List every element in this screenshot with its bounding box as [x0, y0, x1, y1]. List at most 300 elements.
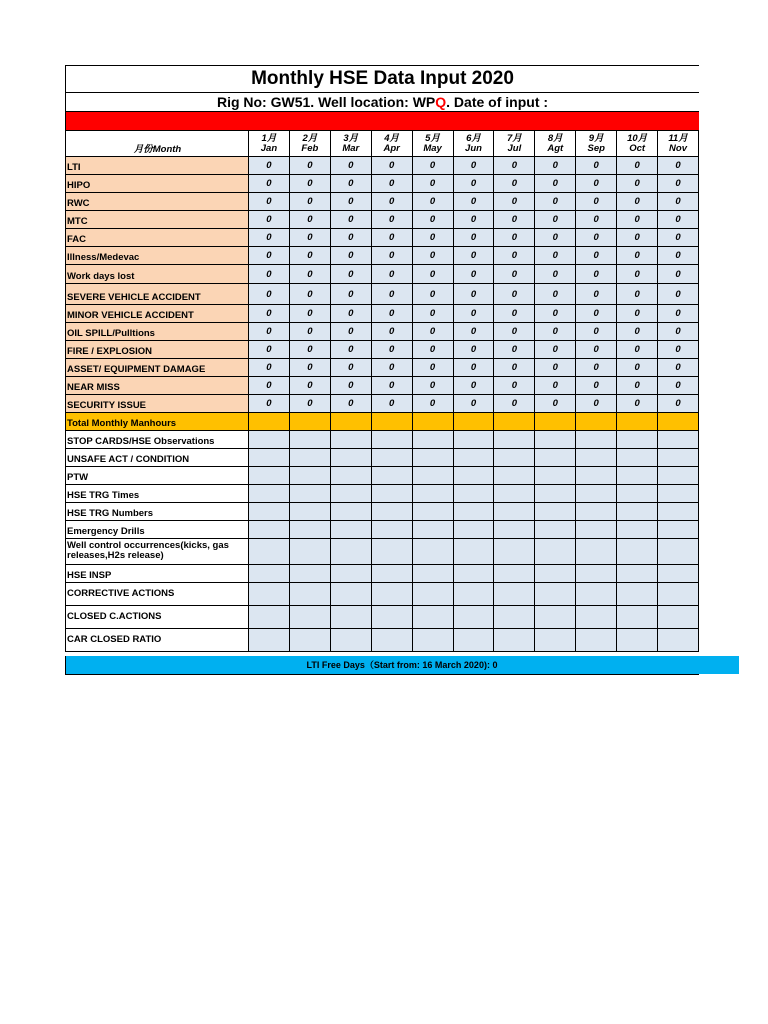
data-cell[interactable]: [453, 606, 494, 629]
data-cell[interactable]: 0: [453, 175, 494, 193]
data-cell[interactable]: 0: [576, 265, 617, 284]
data-cell[interactable]: 0: [658, 157, 699, 175]
data-cell[interactable]: [412, 431, 453, 449]
data-cell[interactable]: [494, 606, 535, 629]
data-cell[interactable]: 0: [249, 265, 290, 284]
data-cell[interactable]: 0: [412, 229, 453, 247]
data-cell[interactable]: [658, 431, 699, 449]
data-cell[interactable]: [453, 413, 494, 431]
data-cell[interactable]: [249, 449, 290, 467]
data-cell[interactable]: 0: [330, 175, 371, 193]
data-cell[interactable]: 0: [494, 175, 535, 193]
data-cell[interactable]: [371, 503, 412, 521]
data-cell[interactable]: [617, 413, 658, 431]
data-cell[interactable]: 0: [617, 377, 658, 395]
data-cell[interactable]: 0: [494, 323, 535, 341]
data-cell[interactable]: 0: [658, 229, 699, 247]
data-cell[interactable]: 0: [453, 157, 494, 175]
data-cell[interactable]: [453, 629, 494, 652]
data-cell[interactable]: 0: [289, 395, 330, 413]
data-cell[interactable]: [658, 449, 699, 467]
data-cell[interactable]: [249, 503, 290, 521]
data-cell[interactable]: 0: [535, 265, 576, 284]
data-cell[interactable]: [249, 565, 290, 583]
data-cell[interactable]: 0: [330, 229, 371, 247]
data-cell[interactable]: 0: [371, 395, 412, 413]
data-cell[interactable]: [289, 449, 330, 467]
data-cell[interactable]: 0: [412, 323, 453, 341]
data-cell[interactable]: [617, 449, 658, 467]
data-cell[interactable]: 0: [658, 323, 699, 341]
data-cell[interactable]: 0: [494, 359, 535, 377]
data-cell[interactable]: [330, 521, 371, 539]
data-cell[interactable]: 0: [453, 284, 494, 305]
data-cell[interactable]: [371, 467, 412, 485]
data-cell[interactable]: [494, 565, 535, 583]
data-cell[interactable]: [371, 583, 412, 606]
data-cell[interactable]: [453, 521, 494, 539]
data-cell[interactable]: [412, 503, 453, 521]
data-cell[interactable]: 0: [289, 284, 330, 305]
data-cell[interactable]: 0: [576, 247, 617, 265]
data-cell[interactable]: 0: [249, 341, 290, 359]
data-cell[interactable]: [576, 539, 617, 565]
data-cell[interactable]: [330, 485, 371, 503]
data-cell[interactable]: [453, 565, 494, 583]
row-label: Emergency Drills: [66, 521, 249, 539]
data-cell[interactable]: [371, 413, 412, 431]
data-cell[interactable]: 0: [576, 395, 617, 413]
data-cell[interactable]: [412, 606, 453, 629]
data-cell[interactable]: 0: [494, 211, 535, 229]
data-cell[interactable]: [658, 565, 699, 583]
data-cell[interactable]: 0: [576, 359, 617, 377]
data-cell[interactable]: [535, 606, 576, 629]
data-cell[interactable]: [330, 583, 371, 606]
data-cell[interactable]: [658, 521, 699, 539]
data-cell[interactable]: 0: [658, 341, 699, 359]
data-cell[interactable]: 0: [289, 377, 330, 395]
data-cell[interactable]: [576, 467, 617, 485]
data-cell[interactable]: 0: [535, 359, 576, 377]
row-label: SEVERE VEHICLE ACCIDENT: [66, 284, 249, 305]
data-cell[interactable]: [535, 431, 576, 449]
data-cell[interactable]: 0: [494, 377, 535, 395]
data-cell[interactable]: 0: [330, 395, 371, 413]
data-cell[interactable]: [658, 583, 699, 606]
data-cell[interactable]: [658, 485, 699, 503]
data-cell[interactable]: [576, 521, 617, 539]
data-cell[interactable]: [249, 485, 290, 503]
data-cell[interactable]: [453, 449, 494, 467]
data-cell[interactable]: [289, 583, 330, 606]
data-cell[interactable]: [617, 485, 658, 503]
month-header-en: May: [423, 142, 442, 154]
data-cell[interactable]: 0: [658, 377, 699, 395]
data-cell[interactable]: [330, 565, 371, 583]
data-cell[interactable]: [453, 467, 494, 485]
data-cell[interactable]: 0: [535, 193, 576, 211]
data-cell[interactable]: [249, 467, 290, 485]
data-cell[interactable]: 0: [453, 229, 494, 247]
data-cell[interactable]: 0: [453, 395, 494, 413]
data-cell[interactable]: 0: [412, 211, 453, 229]
data-cell[interactable]: 0: [617, 359, 658, 377]
data-cell[interactable]: 0: [371, 377, 412, 395]
data-cell[interactable]: 0: [330, 341, 371, 359]
data-cell[interactable]: [330, 413, 371, 431]
data-cell[interactable]: [494, 503, 535, 521]
data-cell[interactable]: [412, 467, 453, 485]
data-cell[interactable]: [371, 485, 412, 503]
row-label: NEAR MISS: [66, 377, 249, 395]
data-cell[interactable]: [371, 565, 412, 583]
data-cell[interactable]: [658, 503, 699, 521]
data-cell[interactable]: 0: [289, 193, 330, 211]
data-cell[interactable]: 0: [412, 305, 453, 323]
data-cell[interactable]: 0: [289, 229, 330, 247]
data-cell[interactable]: [494, 583, 535, 606]
data-cell[interactable]: 0: [289, 265, 330, 284]
data-cell[interactable]: [494, 449, 535, 467]
data-cell[interactable]: 0: [453, 359, 494, 377]
data-cell[interactable]: 0: [617, 157, 658, 175]
data-cell[interactable]: [289, 539, 330, 565]
data-cell[interactable]: [289, 413, 330, 431]
data-cell[interactable]: 0: [535, 305, 576, 323]
data-cell[interactable]: [412, 485, 453, 503]
data-cell[interactable]: 0: [412, 284, 453, 305]
data-cell[interactable]: [494, 431, 535, 449]
data-cell[interactable]: [249, 606, 290, 629]
data-cell[interactable]: 0: [494, 229, 535, 247]
data-cell[interactable]: [371, 629, 412, 652]
data-cell[interactable]: 0: [576, 211, 617, 229]
data-cell[interactable]: [576, 606, 617, 629]
data-cell[interactable]: 0: [330, 211, 371, 229]
data-cell[interactable]: 0: [535, 395, 576, 413]
data-cell[interactable]: [330, 629, 371, 652]
data-cell[interactable]: 0: [617, 265, 658, 284]
data-cell[interactable]: [658, 413, 699, 431]
data-cell[interactable]: [494, 629, 535, 652]
data-cell[interactable]: [576, 503, 617, 521]
data-cell[interactable]: 0: [371, 211, 412, 229]
data-cell[interactable]: [412, 583, 453, 606]
data-cell[interactable]: [453, 539, 494, 565]
data-cell[interactable]: 0: [412, 341, 453, 359]
data-cell[interactable]: 0: [658, 305, 699, 323]
data-cell[interactable]: 0: [371, 284, 412, 305]
data-cell[interactable]: [617, 606, 658, 629]
data-cell[interactable]: [494, 413, 535, 431]
data-cell[interactable]: [412, 449, 453, 467]
data-cell[interactable]: [576, 413, 617, 431]
data-cell[interactable]: 0: [535, 211, 576, 229]
data-cell[interactable]: 0: [494, 305, 535, 323]
data-cell[interactable]: 0: [617, 341, 658, 359]
data-cell[interactable]: 0: [249, 211, 290, 229]
data-cell[interactable]: [535, 503, 576, 521]
data-cell[interactable]: 0: [535, 175, 576, 193]
data-cell[interactable]: 0: [412, 377, 453, 395]
data-cell[interactable]: 0: [617, 323, 658, 341]
data-cell[interactable]: [535, 583, 576, 606]
data-cell[interactable]: [249, 413, 290, 431]
data-cell[interactable]: [249, 539, 290, 565]
data-cell[interactable]: [494, 539, 535, 565]
data-cell[interactable]: 0: [658, 247, 699, 265]
data-cell[interactable]: 0: [330, 265, 371, 284]
data-cell[interactable]: 0: [494, 157, 535, 175]
data-cell[interactable]: [412, 565, 453, 583]
data-cell[interactable]: 0: [371, 359, 412, 377]
data-cell[interactable]: 0: [371, 157, 412, 175]
data-cell[interactable]: 0: [412, 359, 453, 377]
data-cell[interactable]: [576, 485, 617, 503]
data-cell[interactable]: [289, 467, 330, 485]
data-cell[interactable]: 0: [371, 305, 412, 323]
data-cell[interactable]: 0: [617, 193, 658, 211]
data-cell[interactable]: [371, 521, 412, 539]
data-cell[interactable]: 0: [494, 395, 535, 413]
data-cell[interactable]: [658, 629, 699, 652]
data-cell[interactable]: [576, 565, 617, 583]
data-cell[interactable]: 0: [289, 359, 330, 377]
data-cell[interactable]: [412, 413, 453, 431]
data-cell[interactable]: [535, 521, 576, 539]
data-cell[interactable]: 0: [658, 265, 699, 284]
data-cell[interactable]: 0: [289, 175, 330, 193]
data-cell[interactable]: 0: [576, 284, 617, 305]
data-cell[interactable]: [617, 539, 658, 565]
data-cell[interactable]: [289, 431, 330, 449]
month-header-en: Apr: [383, 142, 400, 154]
data-cell[interactable]: 0: [330, 377, 371, 395]
data-cell[interactable]: [535, 565, 576, 583]
data-cell[interactable]: [617, 583, 658, 606]
data-cell[interactable]: 0: [658, 284, 699, 305]
data-cell[interactable]: [371, 431, 412, 449]
data-cell[interactable]: [371, 449, 412, 467]
month-header-en: Agt: [547, 142, 564, 154]
data-cell[interactable]: [453, 583, 494, 606]
data-cell[interactable]: 0: [617, 284, 658, 305]
data-cell[interactable]: [535, 485, 576, 503]
data-cell[interactable]: 0: [576, 323, 617, 341]
data-cell[interactable]: 0: [576, 157, 617, 175]
data-cell[interactable]: [289, 629, 330, 652]
data-cell[interactable]: 0: [371, 247, 412, 265]
data-cell[interactable]: 0: [617, 395, 658, 413]
data-cell[interactable]: 0: [371, 229, 412, 247]
data-cell[interactable]: [249, 521, 290, 539]
data-cell[interactable]: [617, 431, 658, 449]
month-header-cn: 5月: [425, 132, 440, 144]
month-header-cn: 4月: [384, 132, 400, 144]
data-cell[interactable]: 0: [289, 211, 330, 229]
data-cell[interactable]: [535, 467, 576, 485]
table-row: [66, 629, 699, 652]
data-cell[interactable]: 0: [576, 341, 617, 359]
data-cell[interactable]: 0: [289, 341, 330, 359]
data-cell[interactable]: 0: [535, 247, 576, 265]
data-cell[interactable]: 0: [412, 193, 453, 211]
data-cell[interactable]: [289, 521, 330, 539]
data-cell[interactable]: [453, 485, 494, 503]
month-header-jun: [453, 131, 494, 157]
data-cell[interactable]: 0: [576, 305, 617, 323]
data-cell[interactable]: [617, 565, 658, 583]
data-cell[interactable]: 0: [494, 341, 535, 359]
data-cell[interactable]: [494, 485, 535, 503]
data-cell[interactable]: 0: [412, 175, 453, 193]
data-cell[interactable]: 0: [289, 305, 330, 323]
data-cell[interactable]: 0: [249, 193, 290, 211]
data-cell[interactable]: 0: [494, 247, 535, 265]
data-cell[interactable]: 0: [289, 247, 330, 265]
data-cell[interactable]: 0: [249, 247, 290, 265]
data-cell[interactable]: 0: [330, 157, 371, 175]
data-cell[interactable]: [617, 467, 658, 485]
data-cell[interactable]: [289, 485, 330, 503]
data-cell[interactable]: [249, 629, 290, 652]
data-cell[interactable]: 0: [412, 395, 453, 413]
table-row: [66, 503, 699, 521]
data-cell[interactable]: 0: [249, 175, 290, 193]
data-cell[interactable]: 0: [330, 305, 371, 323]
data-cell[interactable]: [617, 503, 658, 521]
data-cell[interactable]: 0: [494, 265, 535, 284]
data-cell[interactable]: [412, 539, 453, 565]
data-cell[interactable]: 0: [453, 341, 494, 359]
data-cell[interactable]: 0: [576, 175, 617, 193]
data-cell[interactable]: 0: [249, 359, 290, 377]
data-cell[interactable]: 0: [330, 284, 371, 305]
data-cell[interactable]: 0: [249, 305, 290, 323]
data-cell[interactable]: 0: [249, 284, 290, 305]
data-cell[interactable]: 0: [330, 193, 371, 211]
data-cell[interactable]: 0: [330, 247, 371, 265]
data-cell[interactable]: 0: [371, 265, 412, 284]
data-cell[interactable]: 0: [289, 323, 330, 341]
data-cell[interactable]: 0: [535, 377, 576, 395]
data-cell[interactable]: 0: [371, 193, 412, 211]
data-cell[interactable]: [453, 503, 494, 521]
data-cell[interactable]: 0: [617, 175, 658, 193]
data-cell[interactable]: 0: [371, 175, 412, 193]
data-cell[interactable]: [249, 431, 290, 449]
data-cell[interactable]: 0: [535, 323, 576, 341]
data-cell[interactable]: 0: [658, 175, 699, 193]
data-cell[interactable]: [576, 431, 617, 449]
data-cell[interactable]: 0: [617, 305, 658, 323]
data-cell[interactable]: 0: [249, 323, 290, 341]
data-cell[interactable]: [576, 583, 617, 606]
data-cell[interactable]: [617, 629, 658, 652]
data-cell[interactable]: [330, 539, 371, 565]
data-cell[interactable]: [330, 606, 371, 629]
data-cell[interactable]: 0: [576, 193, 617, 211]
data-cell[interactable]: 0: [453, 193, 494, 211]
data-cell[interactable]: [576, 629, 617, 652]
data-cell[interactable]: [371, 606, 412, 629]
data-cell[interactable]: 0: [617, 229, 658, 247]
data-cell[interactable]: 0: [412, 157, 453, 175]
data-cell[interactable]: 0: [453, 377, 494, 395]
data-cell[interactable]: 0: [371, 323, 412, 341]
data-cell[interactable]: 0: [658, 193, 699, 211]
data-cell[interactable]: 0: [576, 377, 617, 395]
data-cell[interactable]: [330, 503, 371, 521]
data-cell[interactable]: [535, 413, 576, 431]
data-cell[interactable]: 0: [453, 211, 494, 229]
data-cell[interactable]: [535, 629, 576, 652]
subtitle-location-highlight: Q: [435, 94, 447, 110]
data-cell[interactable]: [289, 606, 330, 629]
data-cell[interactable]: [412, 629, 453, 652]
data-cell[interactable]: [249, 583, 290, 606]
data-cell[interactable]: 0: [535, 284, 576, 305]
data-cell[interactable]: [576, 449, 617, 467]
data-cell[interactable]: [289, 565, 330, 583]
data-cell[interactable]: 0: [453, 247, 494, 265]
data-cell[interactable]: 0: [535, 157, 576, 175]
data-cell[interactable]: 0: [535, 341, 576, 359]
data-cell[interactable]: [412, 521, 453, 539]
data-cell[interactable]: 0: [330, 359, 371, 377]
data-cell[interactable]: 0: [453, 305, 494, 323]
data-cell[interactable]: [289, 503, 330, 521]
data-cell[interactable]: [330, 431, 371, 449]
data-cell[interactable]: [330, 449, 371, 467]
data-cell[interactable]: [658, 606, 699, 629]
data-cell[interactable]: 0: [658, 395, 699, 413]
data-cell[interactable]: 0: [658, 211, 699, 229]
data-cell[interactable]: 0: [658, 359, 699, 377]
data-cell[interactable]: [658, 539, 699, 565]
data-cell[interactable]: 0: [453, 323, 494, 341]
data-cell[interactable]: [617, 521, 658, 539]
data-cell[interactable]: [371, 539, 412, 565]
data-cell[interactable]: [494, 467, 535, 485]
data-cell[interactable]: 0: [412, 247, 453, 265]
data-cell[interactable]: [330, 467, 371, 485]
data-cell[interactable]: 0: [576, 229, 617, 247]
data-cell[interactable]: 0: [494, 193, 535, 211]
data-cell[interactable]: 0: [330, 323, 371, 341]
data-cell[interactable]: [535, 539, 576, 565]
data-cell[interactable]: [535, 449, 576, 467]
data-cell[interactable]: 0: [289, 157, 330, 175]
data-cell[interactable]: [453, 431, 494, 449]
month-header-cn: 3月: [343, 132, 359, 144]
data-cell[interactable]: 0: [412, 265, 453, 284]
data-cell[interactable]: [658, 467, 699, 485]
data-cell[interactable]: 0: [494, 284, 535, 305]
data-cell[interactable]: 0: [371, 341, 412, 359]
data-cell[interactable]: 0: [617, 211, 658, 229]
data-cell[interactable]: 0: [249, 395, 290, 413]
data-cell[interactable]: 0: [249, 229, 290, 247]
data-cell[interactable]: 0: [249, 157, 290, 175]
data-cell[interactable]: 0: [249, 377, 290, 395]
data-cell[interactable]: 0: [453, 265, 494, 284]
data-cell[interactable]: 0: [535, 229, 576, 247]
data-cell[interactable]: [494, 521, 535, 539]
table-row: [66, 323, 699, 341]
data-cell[interactable]: 0: [617, 247, 658, 265]
